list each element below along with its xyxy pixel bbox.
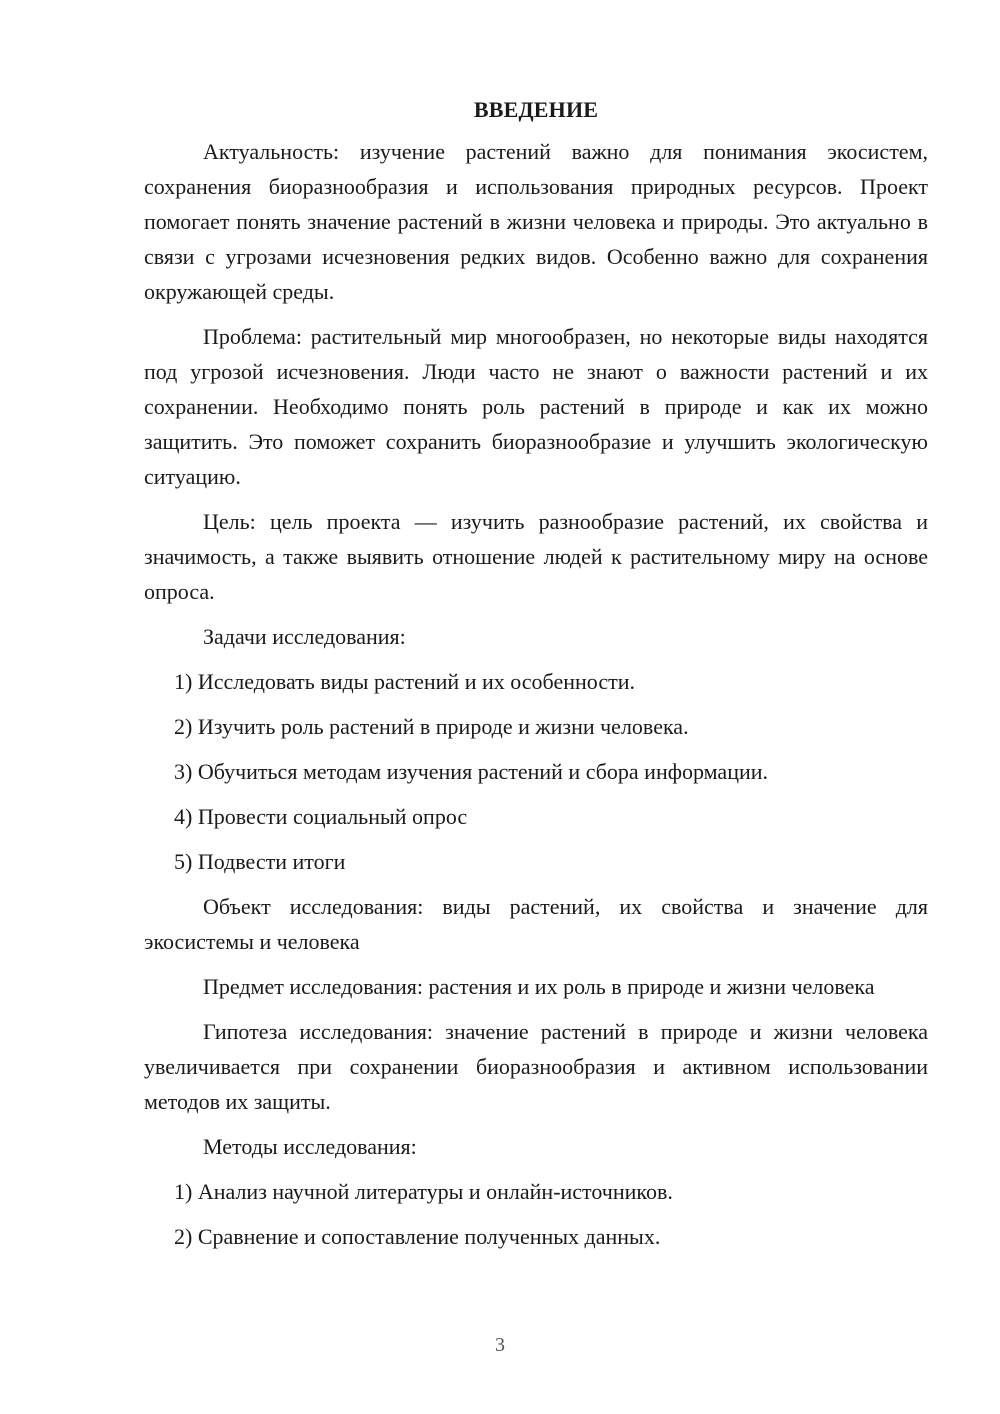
- problem-paragraph: Проблема: растительный мир многообразен, но некоторые виды находятся под угрозой исчезновения. Люди часто не знают о важности растений и их сохранении. Необходимо понять роль растений в природе и как их можно защитить. Это поможет сохранить биоразнообразие и улучшить экологическую ситуацию.: [144, 324, 928, 489]
- list-item: 1) Исследовать виды растений и их особенности.: [174, 669, 635, 694]
- tasks-list: [144, 664, 928, 879]
- tasks-heading: Задачи исследования:: [203, 624, 406, 649]
- section-title: ВВЕДЕНИЕ: [473, 97, 599, 122]
- document-page: [144, 92, 928, 1264]
- list-item: 4) Провести социальный опрос: [174, 804, 468, 829]
- subject-paragraph: Предмет исследования: растения и их роль в природе и жизни человека: [203, 974, 875, 999]
- list-item: 3) Обучиться методам изучения растений и сбора информации.: [174, 759, 769, 784]
- hypothesis-paragraph: Гипотеза исследования: значение растений в природе и жизни человека увеличивается при сохранении биоразнообразия и активном использовании методов их защиты.: [144, 1019, 928, 1114]
- goal-paragraph: Цель: цель проекта — изучить разнообразие растений, их свойства и значимость, а также выявить отношение людей к растительному миру на основе опроса.: [144, 509, 928, 604]
- object-paragraph: Объект исследования: виды растений, их свойства и значение для экосистемы и человека: [144, 894, 928, 954]
- page-number: 3: [495, 1334, 505, 1356]
- list-item: 2) Сравнение и сопоставление полученных данных.: [174, 1224, 661, 1249]
- list-item: 5) Подвести итоги: [174, 849, 346, 874]
- list-item: 2) Изучить роль растений в природе и жизни человека.: [174, 714, 689, 739]
- relevance-paragraph: Актуальность: изучение растений важно для понимания экосистем, сохранения биоразнообразия и использования природных ресурсов. Проект помогает понять значение растений в жизни человека и природы. Это актуально в связи с угрозами исчезновения редких видов. Особенно важно для сохранения окружающей среды.: [144, 139, 928, 304]
- methods-heading: Методы исследования:: [203, 1134, 417, 1159]
- methods-list: [144, 1174, 928, 1254]
- list-item: 1) Анализ научной литературы и онлайн-источников.: [174, 1179, 673, 1204]
